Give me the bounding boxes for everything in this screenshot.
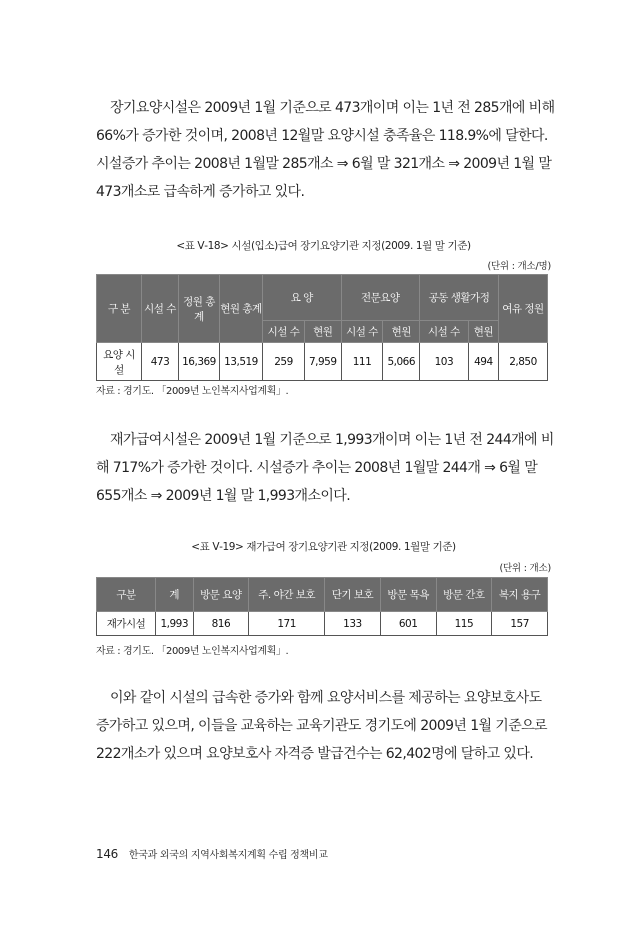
sub-header-facilities: 시설 수 xyxy=(263,321,305,343)
table-cell: 16,369 xyxy=(179,343,220,381)
text-line: 66%가 증가한 것이며, 2008년 12월말 요양시설 충족율은 118.9%에 달한다. xyxy=(96,128,548,144)
header-capacity-total: 정원 총계 xyxy=(179,275,220,343)
running-title: 한국과 외국의 지역사회복지계획 수립 정책비교 xyxy=(128,850,328,861)
text-line: 473개소로 급속하게 증가하고 있다. xyxy=(96,184,305,200)
sub-header-current: 현원 xyxy=(304,321,341,343)
header-home-bathing: 방문 목욕 xyxy=(380,578,436,612)
header-day-night-care: 주. 야간 보호 xyxy=(249,578,325,612)
table-2-source: 자료 : 경기도. 「2009년 노인복지사업계획」. xyxy=(96,646,289,657)
text-line: 655개소 ⇒ 2009년 1월 말 1,993개소이다. xyxy=(96,488,351,504)
table-cell: 601 xyxy=(380,612,436,636)
table-2-unit: (단위 : 개소) xyxy=(499,563,551,574)
table-cell: 816 xyxy=(193,612,249,636)
page-number: 146 xyxy=(96,847,119,861)
table-cell: 133 xyxy=(325,612,381,636)
paragraph-3 xyxy=(96,684,551,768)
table-cell: 13,519 xyxy=(220,343,263,381)
table-cell: 494 xyxy=(468,343,498,381)
header-yoyang: 요 양 xyxy=(263,275,342,321)
sub-header-facilities: 시설 수 xyxy=(341,321,383,343)
header-gubun: 구분 xyxy=(97,578,156,612)
paragraph-1 xyxy=(96,94,555,206)
text-line: 222개소가 있으며 요양보호사 자격증 발급건수는 62,402명에 달하고 있다. xyxy=(96,746,534,762)
table-2 xyxy=(96,577,548,636)
row-label: 요양 시설 xyxy=(97,343,142,381)
table-1-unit: (단위 : 개소/명) xyxy=(487,261,551,272)
header-jeonmun: 전문요양 xyxy=(341,275,420,321)
table-cell: 473 xyxy=(142,343,179,381)
header-total: 계 xyxy=(156,578,194,612)
paragraph-2 xyxy=(96,426,554,510)
row-label: 재가시설 xyxy=(97,612,156,636)
text-line: 증가하고 있으며, 이들을 교육하는 교육기관도 경기도에 2009년 1월 기준으로 xyxy=(96,718,547,734)
table-1-caption: <표 Ⅴ-18> 시설(입소)급여 장기요양기관 지정(2009. 1월 말 기준) xyxy=(176,240,471,252)
header-home-nursing: 방문 간호 xyxy=(436,578,492,612)
header-gubun: 구 분 xyxy=(97,275,142,343)
text-line: 시설증가 추이는 2008년 1월말 285개소 ⇒ 6월 말 321개소 ⇒ 2009년 1월 말 xyxy=(96,156,552,172)
table-cell: 7,959 xyxy=(304,343,341,381)
table-row xyxy=(97,343,548,381)
table-cell: 157 xyxy=(492,612,548,636)
table-cell: 115 xyxy=(436,612,492,636)
table-cell: 1,993 xyxy=(156,612,194,636)
header-gongdong: 공동 생활가정 xyxy=(420,275,499,321)
table-cell: 103 xyxy=(420,343,469,381)
table-cell: 111 xyxy=(341,343,383,381)
text-line: 해 717%가 증가한 것이다. 시설증가 추이는 2008년 1월말 244개 ⇒ 6월 말 xyxy=(96,460,538,476)
header-home-care: 방문 요양 xyxy=(193,578,249,612)
table-cell: 259 xyxy=(263,343,305,381)
sub-header-current: 현원 xyxy=(468,321,498,343)
text-line: 이와 같이 시설의 급속한 증가와 함께 요양서비스를 제공하는 요양보호사도 xyxy=(110,690,542,706)
header-facilities: 시설 수 xyxy=(142,275,179,343)
header-spare: 여유 정원 xyxy=(499,275,548,343)
text-line: 장기요양시설은 2009년 1월 기준으로 473개이며 이는 1년 전 285개에 비해 xyxy=(110,100,555,116)
table-row xyxy=(97,612,548,636)
header-welfare-equipment: 복지 용구 xyxy=(492,578,548,612)
sub-header-facilities: 시설 수 xyxy=(420,321,469,343)
table-1-source: 자료 : 경기도. 「2009년 노인복지사업계획」. xyxy=(96,386,289,397)
table-1 xyxy=(96,274,548,381)
text-line: 재가급여시설은 2009년 1월 기준으로 1,993개이며 이는 1년 전 244개에 비 xyxy=(110,432,554,448)
page-footer xyxy=(96,846,328,861)
table-2-caption: <표 Ⅴ-19> 재가급여 장기요양기관 지정(2009. 1월말 기준) xyxy=(191,541,456,553)
table-cell: 171 xyxy=(249,612,325,636)
header-current-total: 현원 총계 xyxy=(220,275,263,343)
header-short-term-care: 단기 보호 xyxy=(325,578,381,612)
sub-header-current: 현원 xyxy=(383,321,420,343)
table-cell: 5,066 xyxy=(383,343,420,381)
table-cell: 2,850 xyxy=(499,343,548,381)
